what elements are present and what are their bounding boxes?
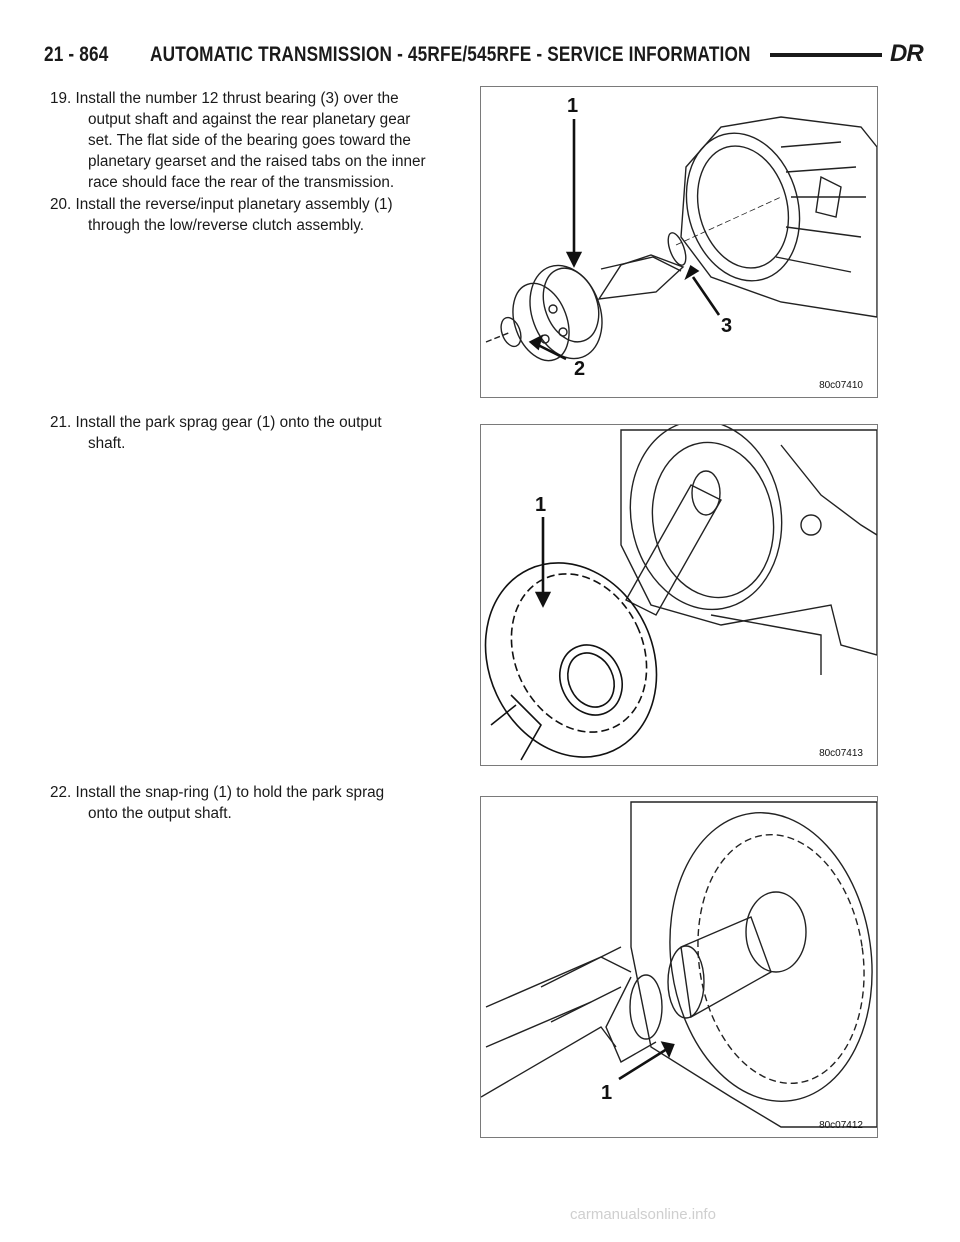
dr-badge: DR xyxy=(890,40,923,67)
step-line: onto the output shaft. xyxy=(88,805,232,822)
callout-2: 2 xyxy=(574,358,586,380)
header-rule xyxy=(770,53,882,57)
callout-3: 3 xyxy=(721,315,733,337)
figure-snap-ring xyxy=(480,796,878,1138)
step-line: 19. Install the number 12 thrust bearing (3) over the xyxy=(50,90,399,107)
step-19 xyxy=(50,88,442,193)
figure-id: 80c07410 xyxy=(819,380,863,391)
snap-ring-illustration xyxy=(481,797,877,1137)
step-20 xyxy=(50,194,442,236)
step-line: output shaft and against the rear planetary gear xyxy=(88,111,411,128)
step-line: through the low/reverse clutch assembly. xyxy=(88,217,365,234)
step-22 xyxy=(50,782,442,824)
step-line: 21. Install the park sprag gear (1) onto the output xyxy=(50,414,382,431)
step-line: 22. Install the snap-ring (1) to hold the park sprag xyxy=(50,784,385,801)
step-line: 20. Install the reverse/input planetary assembly (1) xyxy=(50,196,393,213)
step-21 xyxy=(50,412,442,454)
planetary-illustration xyxy=(481,87,877,397)
callout-1: 1 xyxy=(567,95,579,117)
figure-park-sprag-gear xyxy=(480,424,878,766)
step-line: race should face the rear of the transmission. xyxy=(88,174,395,191)
step-line: planetary gearset and the raised tabs on the inner xyxy=(88,153,426,170)
step-line: shaft. xyxy=(88,435,126,452)
page-header xyxy=(44,40,922,70)
callout-1: 1 xyxy=(601,1082,613,1104)
park-sprag-illustration xyxy=(481,425,877,765)
step-line: set. The flat side of the bearing goes toward the xyxy=(88,132,411,149)
watermark: carmanualsonline.info xyxy=(570,1206,716,1223)
figure-id: 80c07412 xyxy=(819,1120,863,1131)
callout-1: 1 xyxy=(535,494,547,516)
figure-id: 80c07413 xyxy=(819,748,863,759)
page-number: 21 - 864 xyxy=(44,43,109,66)
section-title: AUTOMATIC TRANSMISSION - 45RFE/545RFE - SERVICE INFORMATION xyxy=(150,43,751,66)
figure-planetary-install xyxy=(480,86,878,398)
